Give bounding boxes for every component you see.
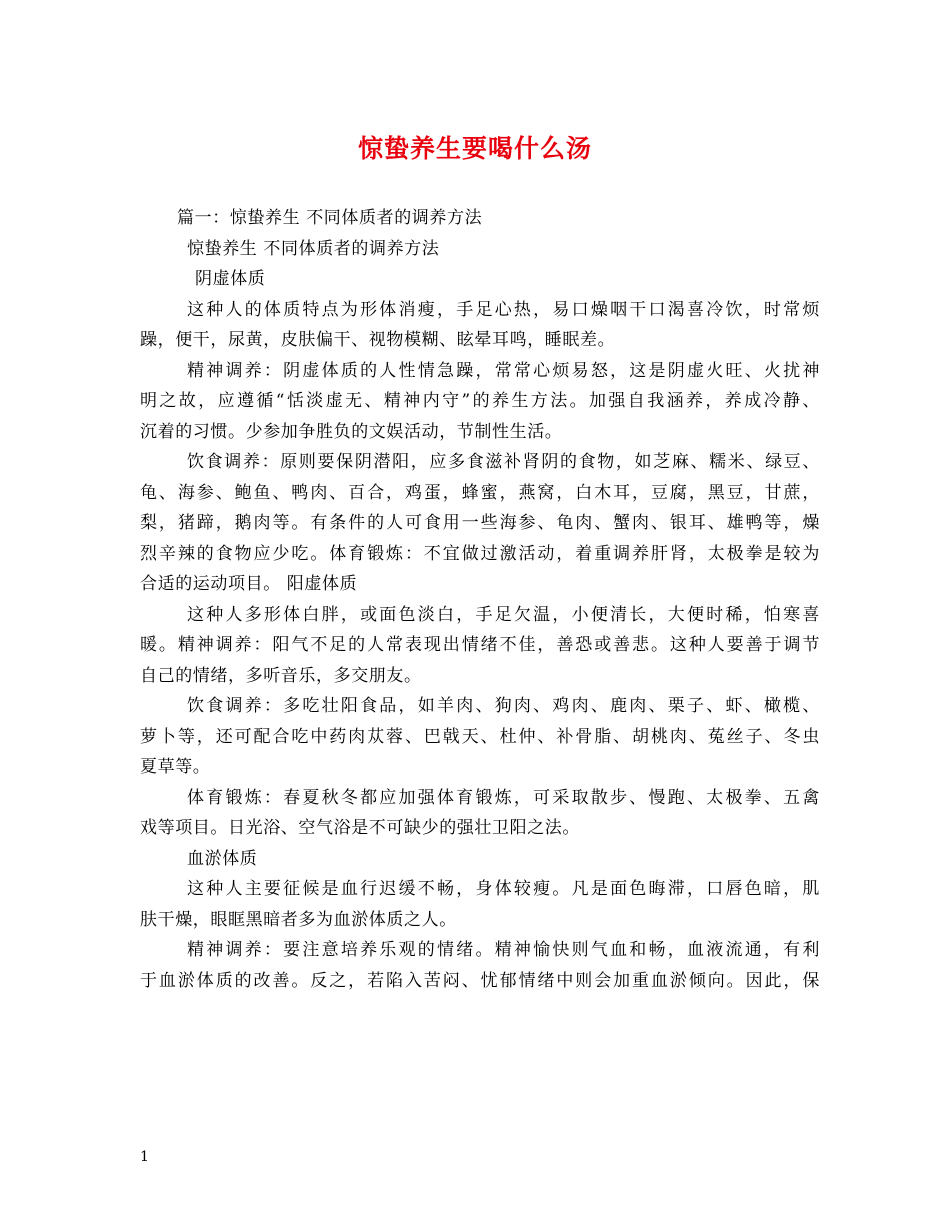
text-line: 躁，便干，尿黄，皮肤偏干、视物模糊、眩晕耳鸣，睡眠差。 [140, 330, 616, 350]
section-heading: 篇一：惊蛰养生 不同体质者的调养方法 [177, 208, 483, 228]
text-line: 这种人多形体白胖，或面色淡白，手足欠温，小便清长，大便时稀，怕寒喜 [187, 604, 820, 625]
text-line: 肤干燥，眼眶黑暗者多为血淤体质之人。 [140, 909, 457, 930]
document-title: 惊蛰养生要喝什么汤 [357, 134, 592, 163]
text-line: 精神调养：阴虚体质的人性情急躁，常常心烦易怒，这是阴虚火旺、火扰神 [187, 360, 820, 381]
text-line: 明之故，应遵循“恬淡虚无、精神内守”的养生方法。加强自我涵养，养成冷静、 [140, 391, 820, 411]
text-line: 暖。精神调养：阳气不足的人常表现出情绪不佳，善恐或善悲。这种人要善于调节 [140, 635, 820, 655]
text-line: 精神调养：要注意培养乐观的情绪。精神愉快则气血和畅，血液流通，有利 [187, 940, 820, 960]
text-line: 夏草等。 [140, 757, 211, 777]
document-body [140, 203, 820, 996]
text-line: 沉着的习惯。少参加争胜负的文娱活动，节制性生活。 [140, 421, 563, 442]
text-line: 饮食调养：多吃壮阳食品，如羊肉、狗肉、鸡肉、鹿肉、栗子、虾、橄榄、 [187, 696, 820, 716]
text-line: 合适的运动项目。 阳虚体质 [140, 574, 358, 594]
text-line: 自己的情绪，多听音乐，多交朋友。 [140, 665, 422, 686]
text-line: 梨，猪蹄，鹅肉等。有条件的人可食用一些海参、龟肉、蟹肉、银耳、雄鸭等，燥 [140, 513, 820, 533]
text-line: 饮食调养：原则要保阴潜阳，应多食滋补肾阴的食物，如芝麻、糯米、绿豆、 [187, 452, 820, 472]
subsection-heading: 惊蛰养生 不同体质者的调养方法 [187, 238, 440, 259]
text-line: 戏等项目。日光浴、空气浴是不可缺少的强壮卫阳之法。 [140, 818, 580, 838]
page-number: 1 [140, 1149, 149, 1165]
constitution-heading: 血淤体质 [187, 848, 258, 869]
text-line: 龟、海参、鲍鱼、鸭肉、百合，鸡蛋，蜂蜜，燕窝，白木耳，豆腐，黑豆，甘蔗， [140, 482, 820, 503]
text-line: 萝卜等，还可配合吃中药肉苁蓉、巴戟天、杜仲、补骨脂、胡桃肉、菟丝子、冬虫 [140, 726, 820, 747]
text-line: 烈辛辣的食物应少吃。体育锻炼：不宜做过激活动，着重调养肝肾，太极拳是较为 [140, 543, 820, 564]
text-line: 这种人主要征候是血行迟缓不畅，身体较瘦。凡是面色晦滞，口唇色暗，肌 [187, 879, 820, 899]
text-line: 这种人的体质特点为形体消瘦，手足心热，易口燥咽干口渴喜冷饮，时常烦 [187, 299, 820, 320]
text-line: 体育锻炼：春夏秋冬都应加强体育锻炼，可采取散步、慢跑、太极拳、五禽 [187, 787, 820, 808]
constitution-heading: 阴虚体质 [195, 269, 266, 289]
text-line: 于血淤体质的改善。反之，若陷入苦闷、忧郁情绪中则会加重血淤倾向。因此，保 [140, 970, 820, 991]
